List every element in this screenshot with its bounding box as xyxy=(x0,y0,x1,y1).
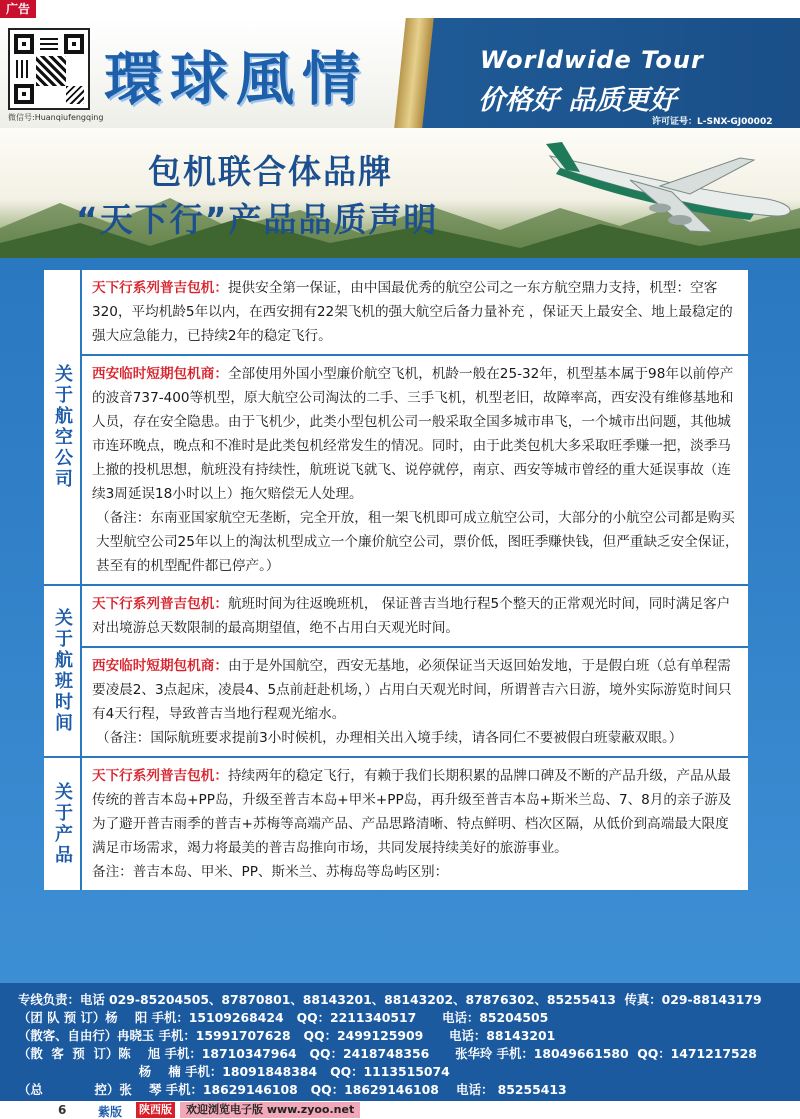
region-badge: 陕西版 xyxy=(136,1102,175,1118)
main-content xyxy=(0,258,800,983)
statement-block xyxy=(82,648,748,756)
block-heading: 西安临时短期包机商： xyxy=(92,658,228,674)
slogan: 价格好 品质更好 xyxy=(478,85,677,116)
block-note: （备注：东南亚国家航空无垄断，完全开放，租一架飞机即可成立航空公司，大部分的小航空公司都是购买大型航空公司25年以上的淘汰机型成立一个廉价航空公司，票价低，图旺季赚快钱，但严重缺乏安全保证，甚至有的机型配件都已停产。） xyxy=(96,510,739,574)
contact-row: 专线负责：电话 029-85204505、87870801、88143201、88143202、87876302、85255413 传真：029-88143179 xyxy=(18,992,762,1007)
section-label: 关于航空公司 xyxy=(44,270,82,584)
block-text: 全部使用外国小型廉价航空飞机，机龄一般在25-32年，机型基本属于98年以前停产的波音737-400等机型，原大航空公司淘汰的二手、三手飞机，机型老旧，故障率高，西安没有维修基地和人员，存在安全隐患。由于飞机少，此类小型包机公司一般采取全国多城市串飞，一个城市出问题，其他城市连环晚点，晚点和不准时是此类包机经常发生的情况。同时，由于此类包机大多采取旺季赚一把，淡季马上撤的投机思想，航班没有持续性，航班说飞就飞、说停就停，南京、西安等城市曾经的重大延误事故（连续3周延误18小时以上）拖欠赔偿无人处理。 xyxy=(92,366,734,502)
statement-block xyxy=(82,270,748,356)
wechat-id: 微信号:Huanqiufengqing xyxy=(8,113,104,122)
section-label: 关于产品 xyxy=(44,758,82,890)
contact-row: （总 控）张 琴 手机：18629146108 QQ：18629146108 电话： 85255413 xyxy=(18,1082,567,1097)
license-number: 许可证号：L-SNX-GJ00002 xyxy=(652,117,773,127)
section-product xyxy=(44,758,748,890)
website-link[interactable]: 欢迎浏览电子版 www.zyoo.net xyxy=(180,1102,360,1118)
statement-block xyxy=(82,758,748,890)
statement-block xyxy=(82,356,748,584)
statement-table xyxy=(44,270,748,890)
tagline-en: Worldwide Tour xyxy=(480,46,704,74)
block-heading: 天下行系列普吉包机： xyxy=(92,768,228,784)
block-text: 提供安全第一保证，由中国最优秀的航空公司之一东方航空鼎力支持，机型：空客320，平均机龄5年以内，在西安拥有22架飞机的强大航空后备力量补充 ，保证天上最安全、地上最稳定的强大应急能力，已持续2年的稳定飞行。 xyxy=(92,280,733,344)
section-label: 关于航班时间 xyxy=(44,586,82,756)
banner-title: 包机联合体品牌 xyxy=(148,152,393,191)
section-airline xyxy=(44,270,748,586)
block-heading: 天下行系列普吉包机： xyxy=(92,596,228,612)
block-heading: 西安临时短期包机商： xyxy=(92,366,228,382)
statement-block xyxy=(82,586,748,648)
page-number: 6 xyxy=(58,1103,67,1117)
banner-subtitle: “天下行”产品品质声明 xyxy=(76,200,439,239)
contact-panel xyxy=(0,983,800,1101)
block-note: （备注：国际航班要求提前3小时候机，办理相关出入境手续，请各同仁不要被假白班蒙蔽双眼。） xyxy=(96,730,683,746)
block-text: 持续两年的稳定飞行，有赖于我们长期积累的品牌口碑及不断的产品升级，产品从最传统的普吉本岛+PP岛，升级至普吉本岛+甲米+PP岛，再升级至普吉本岛+斯米兰岛、7、8月的亲子游及为了避开普吉雨季的普吉+苏梅等高端产品、产品思路清晰、特点鲜明、档次区隔，从低价到高端最大限度满足市场需求，竭力将最美的普吉岛推向市场，共同发展持续美好的旅游事业。 xyxy=(92,768,732,856)
contact-row: （散客、自由行）冉晓玉 手机：15991707628 QQ：2499125909 电话：88143201 xyxy=(18,1028,556,1043)
section-flight-time xyxy=(44,586,748,758)
contact-row: （团 队 预 订）杨 阳 手机：15109268424 QQ：2211340517 电话：85204505 xyxy=(18,1010,549,1025)
ad-tag: 广告 xyxy=(0,0,36,18)
contact-row: 杨 楠 手机：18091848384 QQ：1113515074 xyxy=(18,1064,450,1079)
header xyxy=(0,18,800,128)
block-text: 由于是外国航空，西安无基地，必须保证当天返回始发地，于是假白班（总有单程需要凌晨2、3点起床，凌晨4、5点前赶赴机场，）占用白天观光时间，所谓普吉六日游，境外实际游览时间只有4天行程，导致普吉当地行程观光缩水。 xyxy=(92,658,732,722)
brand-logo: 環球風情 xyxy=(104,45,369,113)
airplane-icon xyxy=(540,136,800,246)
block-heading: 天下行系列普吉包机： xyxy=(92,280,228,296)
banner xyxy=(0,128,800,258)
block-note: 备注：普吉本岛、甲米、PP、斯米兰、苏梅岛等岛屿区别： xyxy=(92,864,449,880)
block-text: 航班时间为往返晚班机， 保证普吉当地行程5个整天的正常观光时间，同时满足客户对出境游总天数限制的最高期望值，绝不占用白天观光时间。 xyxy=(92,596,731,636)
contact-row: （散 客 预 订）陈 旭 手机：18710347964 QQ：2418748356 张华玲 手机：18049661580 QQ：1471217528 xyxy=(18,1046,757,1061)
qr-code-icon xyxy=(8,28,90,110)
edition-label: 紫版 xyxy=(98,1105,123,1119)
bottom-bar xyxy=(0,1101,800,1119)
